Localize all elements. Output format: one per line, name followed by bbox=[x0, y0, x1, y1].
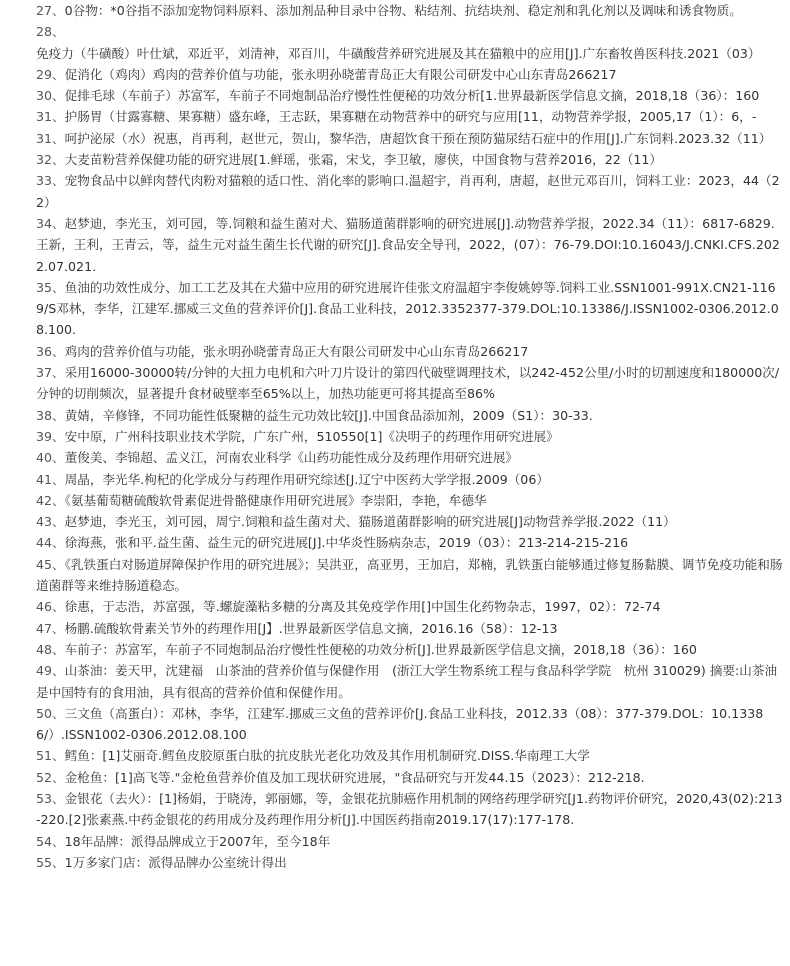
reference-item bbox=[36, 341, 783, 362]
reference-number: 40、 bbox=[36, 450, 65, 466]
reference-item bbox=[36, 767, 783, 788]
reference-text: 三文鱼（高蛋白）：邓林，李华，江建军.挪威三文鱼的营养评价[J.食品工业科技，2012.33（08）：377-379.DOL：10.13386/）.ISSN1002-0306.2012.08.100 bbox=[36, 705, 764, 743]
reference-text: 徐海燕，张和平.益生菌、益生元的研究进展[J].中华炎性肠病杂志，2019（03）：213-214-215-216 bbox=[64, 535, 629, 551]
reference-item bbox=[36, 745, 783, 766]
reference-item bbox=[36, 85, 783, 106]
reference-number: 31、 bbox=[36, 109, 65, 125]
reference-number: 48、 bbox=[36, 641, 65, 657]
reference-text: 《乳铁蛋白对肠道屏障保护作用的研究进展》；吴洪亚，高亚男，王加启，郑楠，乳铁蛋白能够通过修复肠黏膜、调节免疫功能和肠道菌群等来维持肠道稳态。 bbox=[36, 556, 783, 594]
reference-item bbox=[36, 490, 783, 511]
reference-number: 35、 bbox=[36, 279, 65, 295]
reference-item bbox=[36, 277, 783, 341]
reference-number: 42、 bbox=[36, 492, 65, 508]
reference-item bbox=[36, 0, 783, 21]
reference-number: 54、 bbox=[36, 833, 65, 849]
reference-item bbox=[36, 660, 783, 703]
reference-item bbox=[36, 703, 783, 746]
reference-number: 30、 bbox=[36, 88, 65, 104]
reference-item bbox=[36, 639, 783, 660]
reference-item bbox=[36, 469, 783, 490]
reference-text: 鳕鱼：[1]艾丽奇.鳕鱼皮胶原蛋白肽的抗皮肤光老化功效及其作用机制研究.DISS.华南理工大学 bbox=[64, 748, 590, 764]
reference-text: 金银花（去火）：[1]杨娟，于晓涛，郭丽娜，等，金银花抗肺癌作用机制的网络药理学研究[J1.药物评价研究，2020,43(02):213-220.[2]张素燕.中药金银花的药用成分及药理作用分析[J].中国医药指南2019.17(17):177-178. bbox=[36, 790, 783, 828]
reference-item bbox=[36, 213, 783, 277]
reference-item bbox=[36, 405, 783, 426]
reference-number: 37、 bbox=[36, 365, 65, 381]
reference-number: 39、 bbox=[36, 428, 65, 444]
reference-text: 大麦苗粉营养保健功能的研究进展[1.鲜瑶，张霜，宋戈，李卫敏，廖侠，中国食物与营养2016，22（11） bbox=[64, 152, 662, 168]
reference-item bbox=[36, 362, 783, 405]
reference-text: 车前子：苏富军，车前子不同炮制品治疗慢性性便秘的功效分析[J].世界最新医学信息文摘，2018,18（36）：160 bbox=[64, 641, 697, 657]
reference-text: 免疫力（牛磺酸）叶仕斌，邓近平，刘清神，邓百川，牛磺酸营养研究进展及其在猫粮中的应用[J].广东畜牧兽医科技.2021（03） bbox=[36, 45, 761, 61]
reference-number: 52、 bbox=[36, 769, 65, 785]
reference-item bbox=[36, 831, 783, 852]
reference-text: 周晶，李光华.枸杞的化学成分与药理作用研究综述[J.辽宁中医药大学学报.2009（06） bbox=[64, 471, 549, 487]
reference-text: 采用16000-30000转/分钟的大扭力电机和六叶刀片设计的第四代破壁调理技术，以242-452公里/小时的切割速度和180000次/分钟的切削频次，显著提升食材破壁率至65%以上，加热功能更可将其提高至86% bbox=[36, 365, 780, 402]
reference-text: 促排毛球（车前子）苏富军，车前子不同炮制品治疗慢性性便秘的功效分析[1.世界最新医学信息文摘，2018,18（36）：160 bbox=[64, 88, 760, 104]
reference-item bbox=[36, 532, 783, 553]
reference-number: 34、 bbox=[36, 215, 65, 231]
reference-text: 宠物食品中以鲜肉替代肉粉对猫粮的适口性、消化率的影响口.温超宇，肖再利，唐超，赵世元邓百川，饲料工业：2023，44（22） bbox=[36, 173, 780, 210]
reference-item bbox=[36, 447, 783, 468]
reference-text: 黄婧，辛修锋，不同功能性低聚糖的益生元功效比较[J].中国食品添加剂，2009（S1）：30-33. bbox=[64, 407, 593, 423]
reference-number: 27、 bbox=[36, 3, 65, 18]
reference-number: 49、 bbox=[36, 663, 65, 679]
reference-text: 1万多家门店：派得品牌办公室统计得出 bbox=[64, 854, 287, 870]
reference-text: 《氨基葡萄糖硫酸软骨素促进骨骼健康作用研究进展》李崇阳，李艳，牟德华 bbox=[64, 492, 487, 508]
reference-number: 32、 bbox=[36, 152, 65, 168]
reference-item bbox=[36, 106, 783, 127]
reference-number: 28、 bbox=[36, 24, 65, 40]
reference-text: 鱼油的功效性成分、加工工艺及其在犬猫中应用的研究进展许佳张文府温超宇李俊姚婷等.饲料工业.SSN1001-991X.CN21-1169/S邓林，李华，江建军.挪威三文鱼的营养评价[J].食品工业科技，2012.3352377-379.DOL:10.13386/J.ISSN1002-0306.2012.08.100. bbox=[36, 279, 779, 338]
reference-text: 赵梦迪，李光玉，刘可园，等.饲粮和益生菌对犬、猫肠道菌群影响的研究进展[J].动物营养学报，2022.34（11）：6817-6829.王新，王利，王青云，等，益生元对益生菌生长代谢的研究[J].食品安全导刊，2022，(07）：76-79.DOI:10.16043/J.CNKI.CFS.2022.07.021. bbox=[36, 215, 780, 274]
reference-text: 18年品牌：派得品牌成立于2007年，至今18年 bbox=[64, 833, 331, 849]
reference-item bbox=[36, 852, 783, 873]
reference-number: 45、 bbox=[36, 556, 65, 572]
reference-number: 55、 bbox=[36, 854, 65, 870]
reference-text: 安中原，广州科技职业技术学院，广东广州，510550[1]《决明子的药理作用研究进展》 bbox=[64, 428, 559, 444]
reference-number: 31、 bbox=[36, 130, 65, 146]
reference-number: 43、 bbox=[36, 514, 65, 530]
reference-text: 山茶油：姜天甲，沈建福 山茶油的营养价值与保健作用 (浙江大学生物系统工程与食品科学学院 杭州 310029) 摘要:山茶油是中国特有的食用油，具有很高的营养价值和保健作用。 bbox=[36, 663, 778, 700]
reference-item bbox=[36, 128, 783, 149]
reference-number: 38、 bbox=[36, 407, 65, 423]
reference-number: 29、 bbox=[36, 66, 65, 82]
reference-text: 董俊美、李锦超、孟义江，河南农业科学《山药功能性成分及药理作用研究进展》 bbox=[64, 450, 518, 466]
reference-number: 47、 bbox=[36, 620, 65, 636]
reference-item bbox=[36, 511, 783, 532]
reference-text: 呵护泌尿（水）祝惠，肖再利，赵世元，贺山，黎华浩，唐超饮食干预在预防猫尿结石症中的作用[J].广东饲料.2023.32（11） bbox=[64, 130, 772, 146]
reference-number: 50、 bbox=[36, 705, 65, 721]
reference-number: 33、 bbox=[36, 173, 65, 189]
reference-text: 金枪鱼：[1]高飞等."金枪鱼营养价值及加工现状研究进展，"食品研究与开发44.15（2023）：212-218. bbox=[64, 769, 645, 785]
reference-text: 鸡肉的营养价值与功能，张永明孙晓蕾青岛正大有限公司研发中心山东青岛266217 bbox=[64, 343, 529, 359]
reference-item bbox=[36, 149, 783, 170]
reference-item bbox=[36, 170, 783, 213]
reference-number: 41、 bbox=[36, 471, 65, 487]
reference-item bbox=[36, 426, 783, 447]
reference-number: 44、 bbox=[36, 535, 65, 551]
reference-item bbox=[36, 788, 783, 831]
reference-number: 51、 bbox=[36, 748, 65, 764]
reference-text: 护肠胃（甘露寡糖、果寡糖）盛东峰，王志跃，果寡糖在动物营养中的研究与应用[11，动物营养学报，2005,17（1）：6，- bbox=[64, 109, 757, 125]
reference-item bbox=[36, 618, 783, 639]
reference-text: 徐惠，于志浩，苏富强，等.螺旋藻粘多糖的分离及其免疫学作用[]中国生化药物杂志，1997，02）：72-74 bbox=[64, 599, 661, 615]
reference-number: 53、 bbox=[36, 790, 65, 806]
reference-text: 赵梦迪，李光玉，刘可园，周宁.饲粮和益生菌对犬、猫肠道菌群影响的研究进展[J]动物营养学报.2022（11） bbox=[64, 514, 676, 530]
reference-text: 0谷物：*0谷指不添加宠物饲料原料、添加剂品种目录中谷物、粘结剂、抗结块剂、稳定剂和乳化剂以及调味和诱食物质。 bbox=[64, 3, 742, 18]
reference-number: 36、 bbox=[36, 343, 65, 359]
reference-item bbox=[36, 554, 783, 597]
reference-number: 46、 bbox=[36, 599, 65, 615]
reference-item bbox=[36, 64, 783, 85]
reference-text: 杨鹏.硫酸软骨素关节外的药理作用[J】.世界最新医学信息文摘，2016.16（58）：12-13 bbox=[64, 620, 558, 636]
reference-text: 促消化（鸡肉）鸡肉的营养价值与功能，张永明孙晓蕾青岛正大有限公司研发中心山东青岛266217 bbox=[64, 66, 617, 82]
reference-item bbox=[36, 21, 783, 64]
reference-item bbox=[36, 596, 783, 617]
